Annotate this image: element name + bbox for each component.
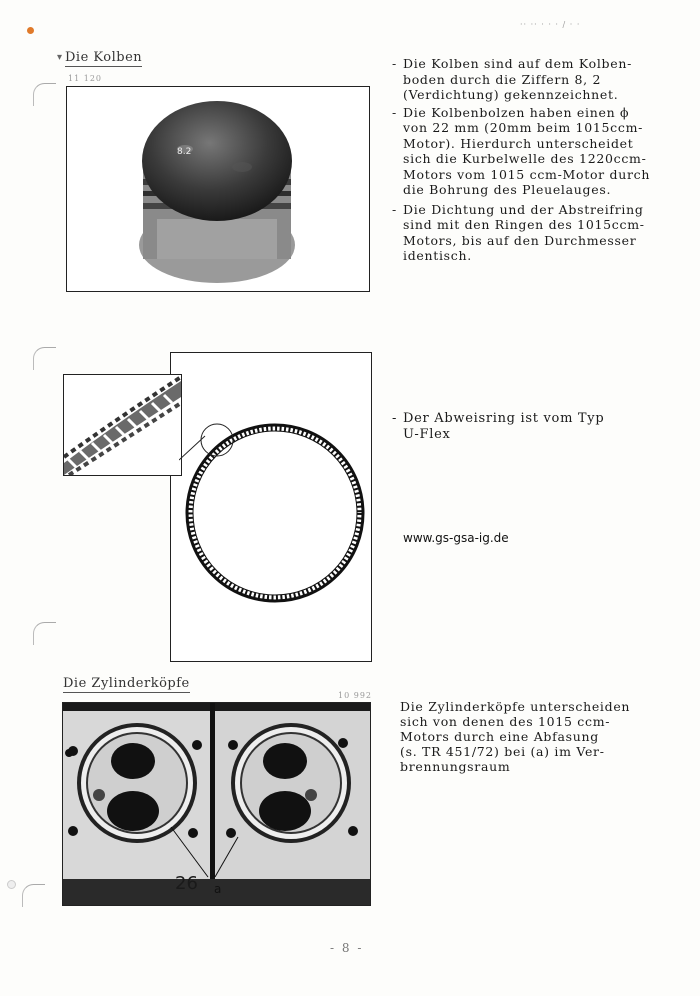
punch-hole-mark [7, 880, 16, 889]
section-heading-pistons: Die Kolben [65, 50, 143, 65]
photo-reference-number: 10 992 [338, 691, 372, 700]
heading-marker: ▾ [57, 52, 63, 63]
expander-ring-image [171, 353, 371, 661]
header-reference: ·· ·· · · · / · · [520, 20, 581, 29]
photo-reference-number: 11 120 [68, 74, 102, 83]
cylinder-heads-photo [62, 702, 371, 906]
section-heading-cylinder-heads: Die Zylinderköpfe [63, 676, 190, 691]
note-item: - Die Kolbenbolzen haben einen ϕ von 22 mm (20mm beim 1015ccm- Motor). Hierdurch unterscheidet sich die Kurbelwelle des 1220ccm- Motors vom 1015 ccm-Motor durch die Bohrung des Pleuelauges. [392, 104, 651, 197]
inset-connector-line [179, 430, 209, 470]
cylinder-heads-image [63, 703, 370, 905]
piston-image [67, 87, 369, 291]
page-number: - 8 - [330, 941, 364, 955]
ring-detail-image [64, 375, 181, 475]
ring-detail-inset [63, 374, 182, 476]
binder-mark [22, 884, 45, 907]
note-item: - Die Kolben sind auf dem Kolben- boden durch die Ziffern 8, 2 (Verdichtung) gekennzeichnet. [392, 56, 633, 102]
cylinder-heads-note: Die Zylinderköpfe unterscheiden sich von denen des 1015 ccm- Motors durch eine Abfasung (s. TR 451/72) bei (a) im Ver- brennungsraum [400, 699, 631, 774]
note-item: - Die Dichtung und der Abstreifring sind mit den Ringen des 1015ccm- Motors, bis auf den Durchmesser identisch. [392, 201, 645, 263]
piston-photo [66, 86, 370, 292]
binder-mark [33, 83, 56, 106]
photo-callout-a: a [214, 882, 222, 896]
photo-figure-number: 26 [175, 873, 198, 894]
punch-hole-mark [27, 27, 34, 34]
binder-mark [33, 622, 56, 645]
ring-diagram [170, 352, 372, 662]
website-link[interactable]: www.gs-gsa-ig.de [403, 531, 509, 545]
piston-crown-marking: 8.2 [177, 147, 192, 157]
binder-mark [33, 347, 56, 370]
piston-notes [392, 56, 692, 266]
ring-type-note: - Der Abweisring ist vom Typ U-Flex [392, 411, 605, 442]
